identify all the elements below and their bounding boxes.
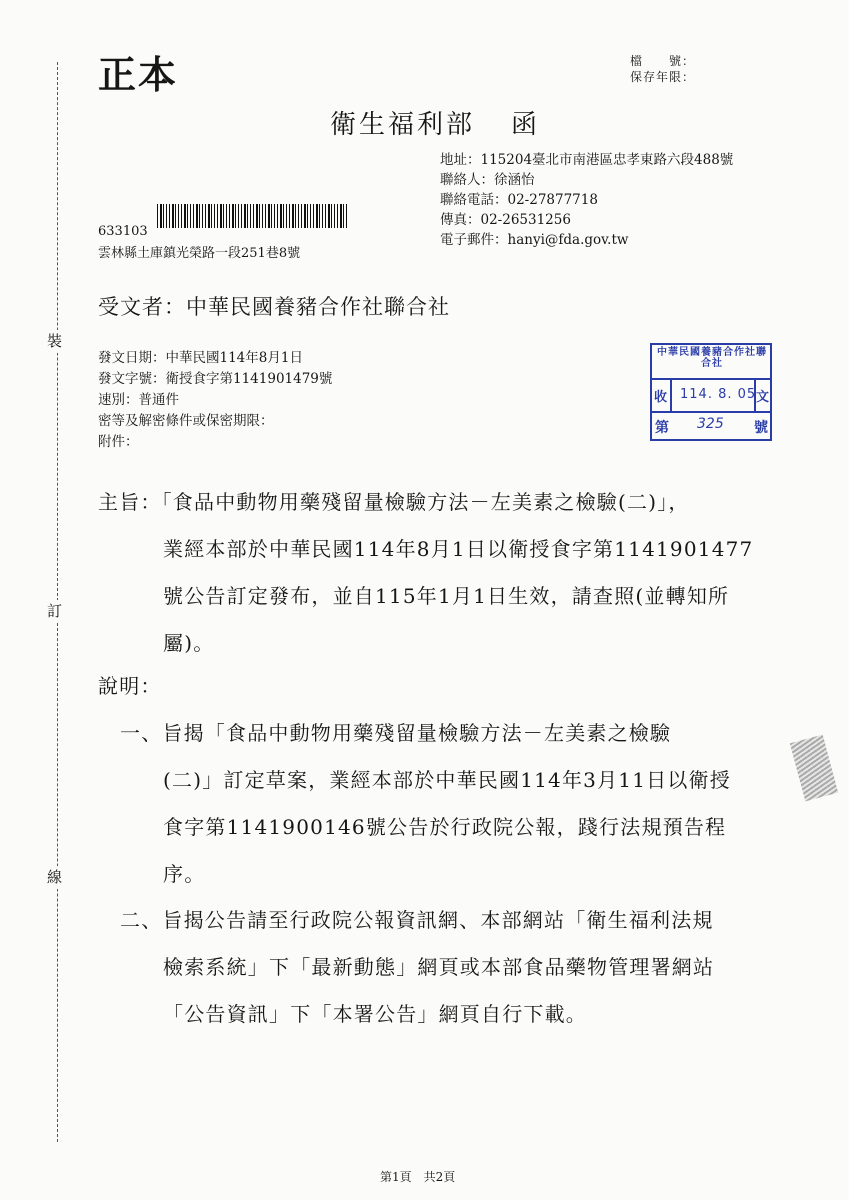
receiver-address: 雲林縣土庫鎮光榮路一段251巷8號: [98, 246, 301, 261]
receipt-stamp-org: 中華民國養豬合作社聯合社: [657, 347, 767, 369]
issue-date: 發文日期：中華民國114年8月1日: [98, 350, 303, 366]
page-footer: 第1頁 共2頁: [380, 1170, 456, 1184]
margin-scribble-mark: [790, 735, 838, 802]
attachment: 附件：: [98, 434, 139, 450]
receipt-stamp-hao: 號: [754, 420, 768, 436]
explanation-label: 說明：: [98, 674, 162, 698]
security-level: 密等及解密條件或保密期限：: [98, 413, 274, 429]
receipt-stamp-rule: [670, 378, 672, 411]
sender-fax: 傳真：02-26531256: [440, 212, 571, 228]
original-copy-stamp: 正本: [98, 52, 179, 97]
item2-line-1: 二、旨揭公告請至行政院公報資訊網、本部網站「衛生福利法規: [120, 908, 714, 932]
archive-number: 檔 號：: [630, 54, 696, 68]
sender-address: 地址：115204臺北市南港區忠孝東路六段488號: [440, 152, 734, 168]
receipt-stamp: [650, 343, 772, 441]
subject-line-3: 號公告訂定發布，並自115年1月1日生效，請查照(並轉知所: [163, 584, 730, 608]
item1-line-2: (二)」訂定草案，業經本部於中華民國114年3月11日以衛授: [163, 768, 731, 792]
subject-line-2: 業經本部於中華民國114年8月1日以衛授食字第1141901477: [163, 537, 754, 561]
item1-line-3: 食字第1141900146號公告於行政院公報，踐行法規預告程: [163, 815, 727, 839]
receipt-stamp-di: 第: [655, 420, 669, 436]
receipt-stamp-number: 325: [697, 416, 724, 432]
item1-line-4: 序。: [163, 862, 206, 886]
binding-mark-xian: 線: [47, 866, 62, 889]
receiver-zip: 633103: [98, 224, 148, 239]
postal-barcode: [157, 204, 347, 228]
sender-contact: 聯絡人：徐涵怡: [440, 172, 535, 188]
receipt-stamp-wen: 文: [755, 390, 769, 405]
issue-number: 發文字號：衛授食字第1141901479號: [98, 371, 333, 387]
binding-mark-ding: 訂: [47, 600, 62, 623]
receipt-stamp-date: 114. 8. 05: [680, 387, 757, 402]
subject-line-1: 主旨：「食品中動物用藥殘留量檢驗方法－左美素之檢驗(二)」，: [98, 490, 690, 514]
subject-line-4: 屬)。: [163, 631, 215, 655]
item2-line-2: 檢索系統」下「最新動態」網頁或本部食品藥物管理署網站: [163, 955, 715, 979]
receipt-stamp-received: 收: [654, 390, 668, 405]
retention-period: 保存年限：: [630, 70, 696, 84]
sender-email: 電子郵件：hanyi@fda.gov.tw: [440, 232, 629, 248]
binding-mark-zhuang: 裝: [47, 330, 62, 353]
receipt-stamp-rule: [652, 411, 770, 413]
delivery-speed: 速別：普通件: [98, 392, 179, 408]
title-document-type: 函: [511, 110, 541, 140]
item2-line-3: 「公告資訊」下「本署公告」網頁自行下載。: [163, 1002, 587, 1026]
title-organization: 衛生福利部: [330, 110, 476, 140]
recipient: 受文者：中華民國養豬合作社聯合社: [98, 295, 450, 319]
sender-phone: 聯絡電話：02-27877718: [440, 192, 598, 208]
document-title: [330, 104, 540, 141]
item1-line-1: 一、旨揭「食品中動物用藥殘留量檢驗方法－左美素之檢驗: [120, 721, 672, 745]
